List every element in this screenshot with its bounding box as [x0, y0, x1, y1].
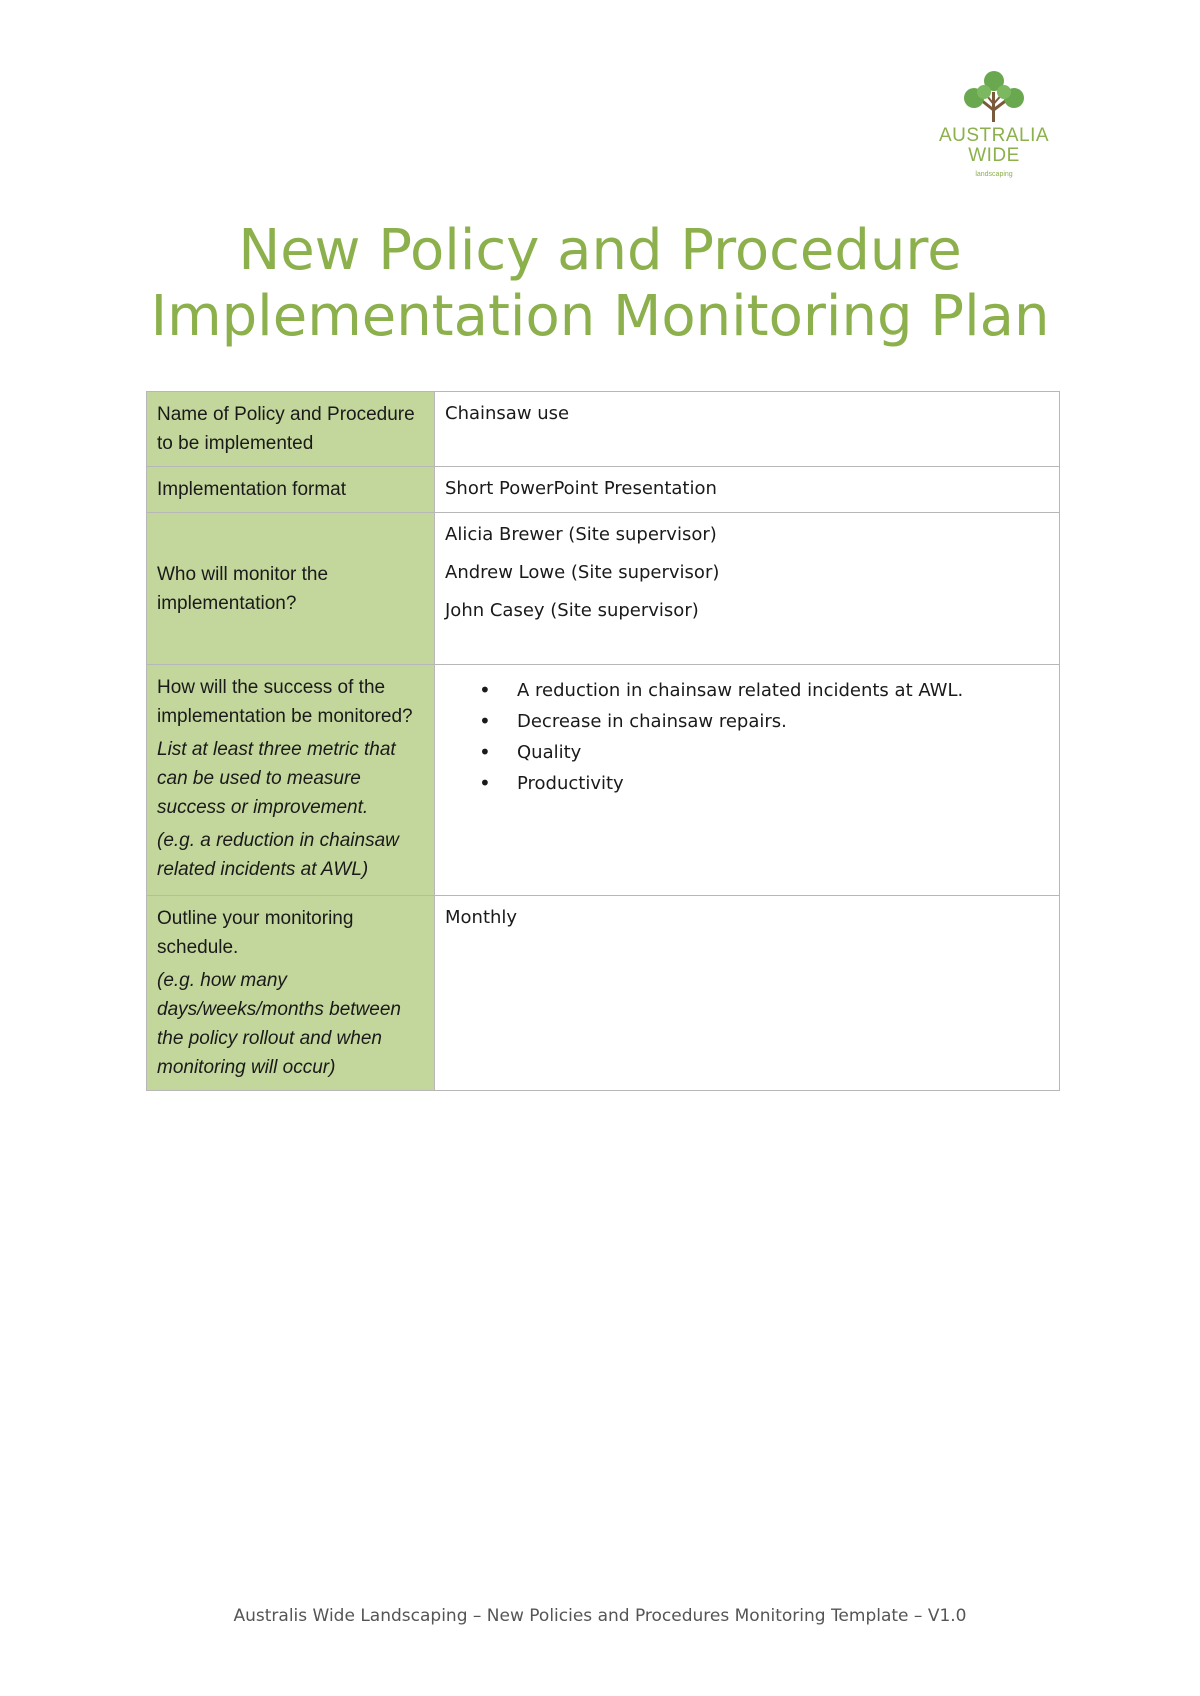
logo-word-2: WIDE: [968, 145, 1020, 166]
row-value: Short PowerPoint Presentation: [445, 478, 717, 499]
logo-tagline: landscaping: [975, 171, 1013, 178]
monitor-name: Alicia Brewer (Site supervisor): [445, 524, 717, 545]
value-cell-monitors: [435, 513, 1060, 665]
title-line-2: Implementation Monitoring Plan: [150, 284, 1050, 349]
row-value: Chainsaw use: [445, 403, 570, 424]
value-cell-schedule: [435, 896, 1060, 1091]
table-row: [147, 513, 1060, 665]
label-cell-policy-name: [147, 392, 435, 467]
value-cell-success: [435, 665, 1060, 896]
table-row: [147, 467, 1060, 513]
company-logo: [930, 70, 1058, 200]
value-cell-policy-name: [435, 392, 1060, 467]
row-instruction: List at least three metric that can be used to measure success or improvement.: [157, 739, 396, 818]
table-row: [147, 896, 1060, 1091]
table-row: [147, 392, 1060, 467]
row-label: Outline your monitoring schedule.: [157, 908, 354, 958]
label-cell-schedule: [147, 896, 435, 1091]
list-item: • Decrease in chainsaw repairs.: [517, 706, 1049, 737]
label-cell-success: [147, 665, 435, 896]
monitor-name: Andrew Lowe (Site supervisor): [445, 562, 720, 583]
label-cell-format: [147, 467, 435, 513]
monitor-name: John Casey (Site supervisor): [445, 600, 699, 621]
metrics-list: [445, 675, 1049, 799]
row-label: Who will monitor the implementation?: [157, 563, 329, 614]
row-label: Name of Policy and Procedure to be implemented: [157, 404, 415, 454]
title-line-1: New Policy and Procedure: [238, 218, 962, 283]
tree-icon: [962, 70, 1026, 126]
monitoring-plan-table: [146, 391, 1060, 1091]
row-label: Implementation format: [157, 479, 347, 500]
row-example: (e.g. how many days/weeks/months between the policy rollout and when monitoring will occur): [157, 970, 401, 1078]
page-title: [0, 218, 1200, 350]
label-cell-monitors: [147, 513, 435, 665]
list-item: • Quality: [517, 737, 1049, 768]
value-cell-format: [435, 467, 1060, 513]
table-row: [147, 665, 1060, 896]
row-example: (e.g. a reduction in chainsaw related incidents at AWL): [157, 830, 399, 880]
list-item: • A reduction in chainsaw related incidents at AWL.: [517, 675, 1049, 706]
list-item: • Productivity: [517, 768, 1049, 799]
logo-word-1: AUSTRALIA: [938, 125, 1050, 146]
page-footer: Australis Wide Landscaping – New Policies and Procedures Monitoring Template – V1.0: [233, 1606, 967, 1626]
row-value: Monthly: [445, 907, 518, 928]
row-label: How will the success of the implementation be monitored?: [157, 677, 413, 727]
